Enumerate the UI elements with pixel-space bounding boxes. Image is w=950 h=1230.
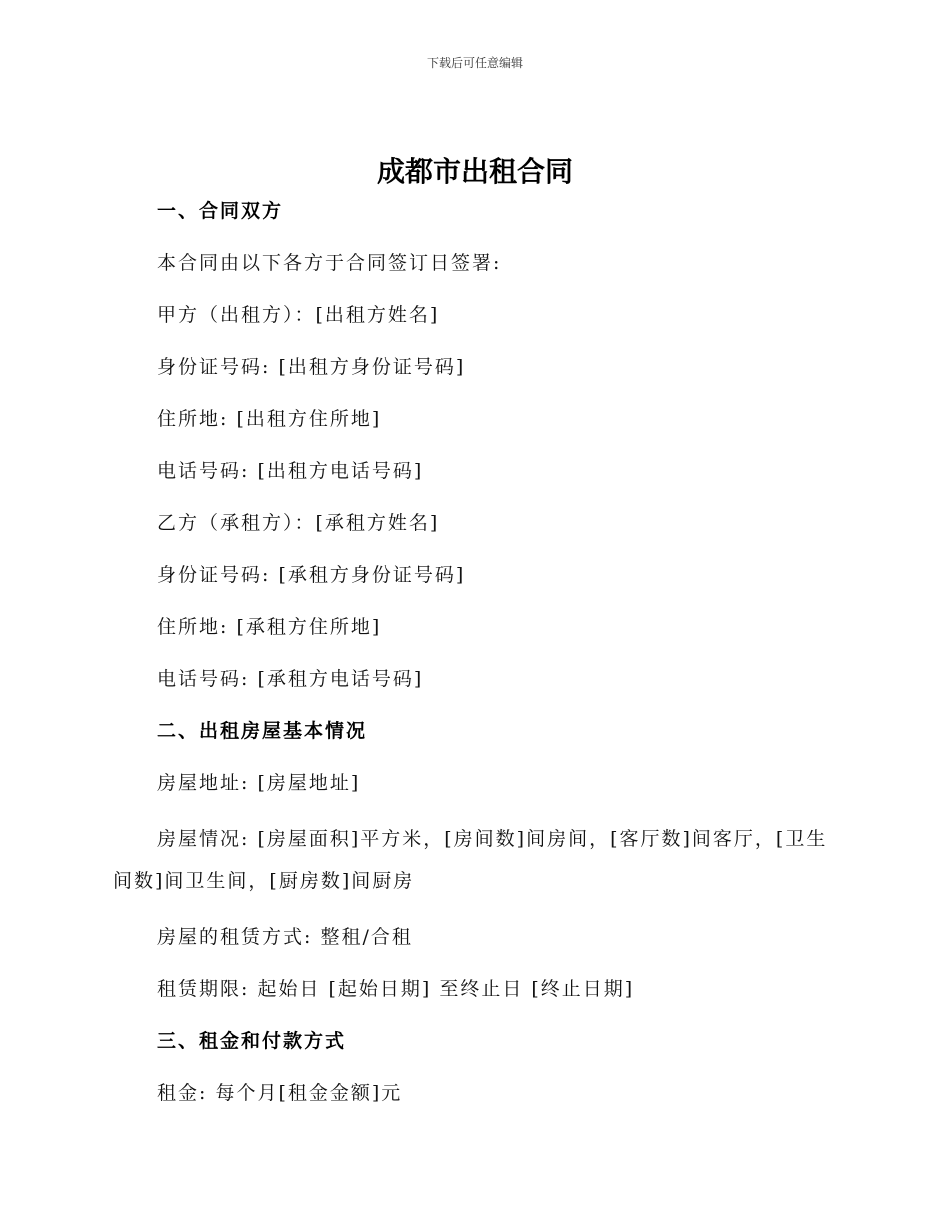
- section-heading-rent: 三、租金和付款方式: [157, 1030, 347, 1052]
- paragraph: 电话号码: [出租方电话号码]: [157, 460, 424, 482]
- paragraph: 身份证号码: [出租方身份证号码]: [157, 356, 466, 378]
- paragraph: 甲方（出租方）：[出租方姓名]: [157, 304, 440, 326]
- paragraph: 房屋地址: [房屋地址]: [157, 772, 361, 794]
- section-heading-property: 二、出租房屋基本情况: [157, 720, 368, 742]
- paragraph: 身份证号码: [承租方身份证号码]: [157, 564, 466, 586]
- paragraph: 住所地: [出租方住所地]: [157, 408, 382, 430]
- document-title: 成都市出租合同: [376, 155, 573, 188]
- paragraph: 房屋的租赁方式: 整租/合租: [157, 926, 413, 948]
- paragraph: 本合同由以下各方于合同签订日签署:: [157, 252, 502, 274]
- document-body: [113, 196, 833, 1108]
- paragraph: 乙方（承租方）：[承租方姓名]: [157, 512, 440, 534]
- header-note: 下载后可任意编辑: [426, 56, 523, 70]
- paragraph: 租金: 每个月[租金金额]元: [157, 1082, 403, 1104]
- paragraph: 住所地: [承租方住所地]: [157, 616, 382, 638]
- paragraph: 租赁期限: 起始日 [起始日期] 至终止日 [终止日期]: [157, 978, 635, 1000]
- paragraph: 房屋情况: [房屋面积]平方米，[房间数]间房间，[客厅数]间客厅，[卫生间数]间卫生间，[厨房数]间厨房: [113, 828, 828, 892]
- section-heading-parties: 一、合同双方: [157, 200, 284, 222]
- paragraph: 电话号码: [承租方电话号码]: [157, 668, 424, 690]
